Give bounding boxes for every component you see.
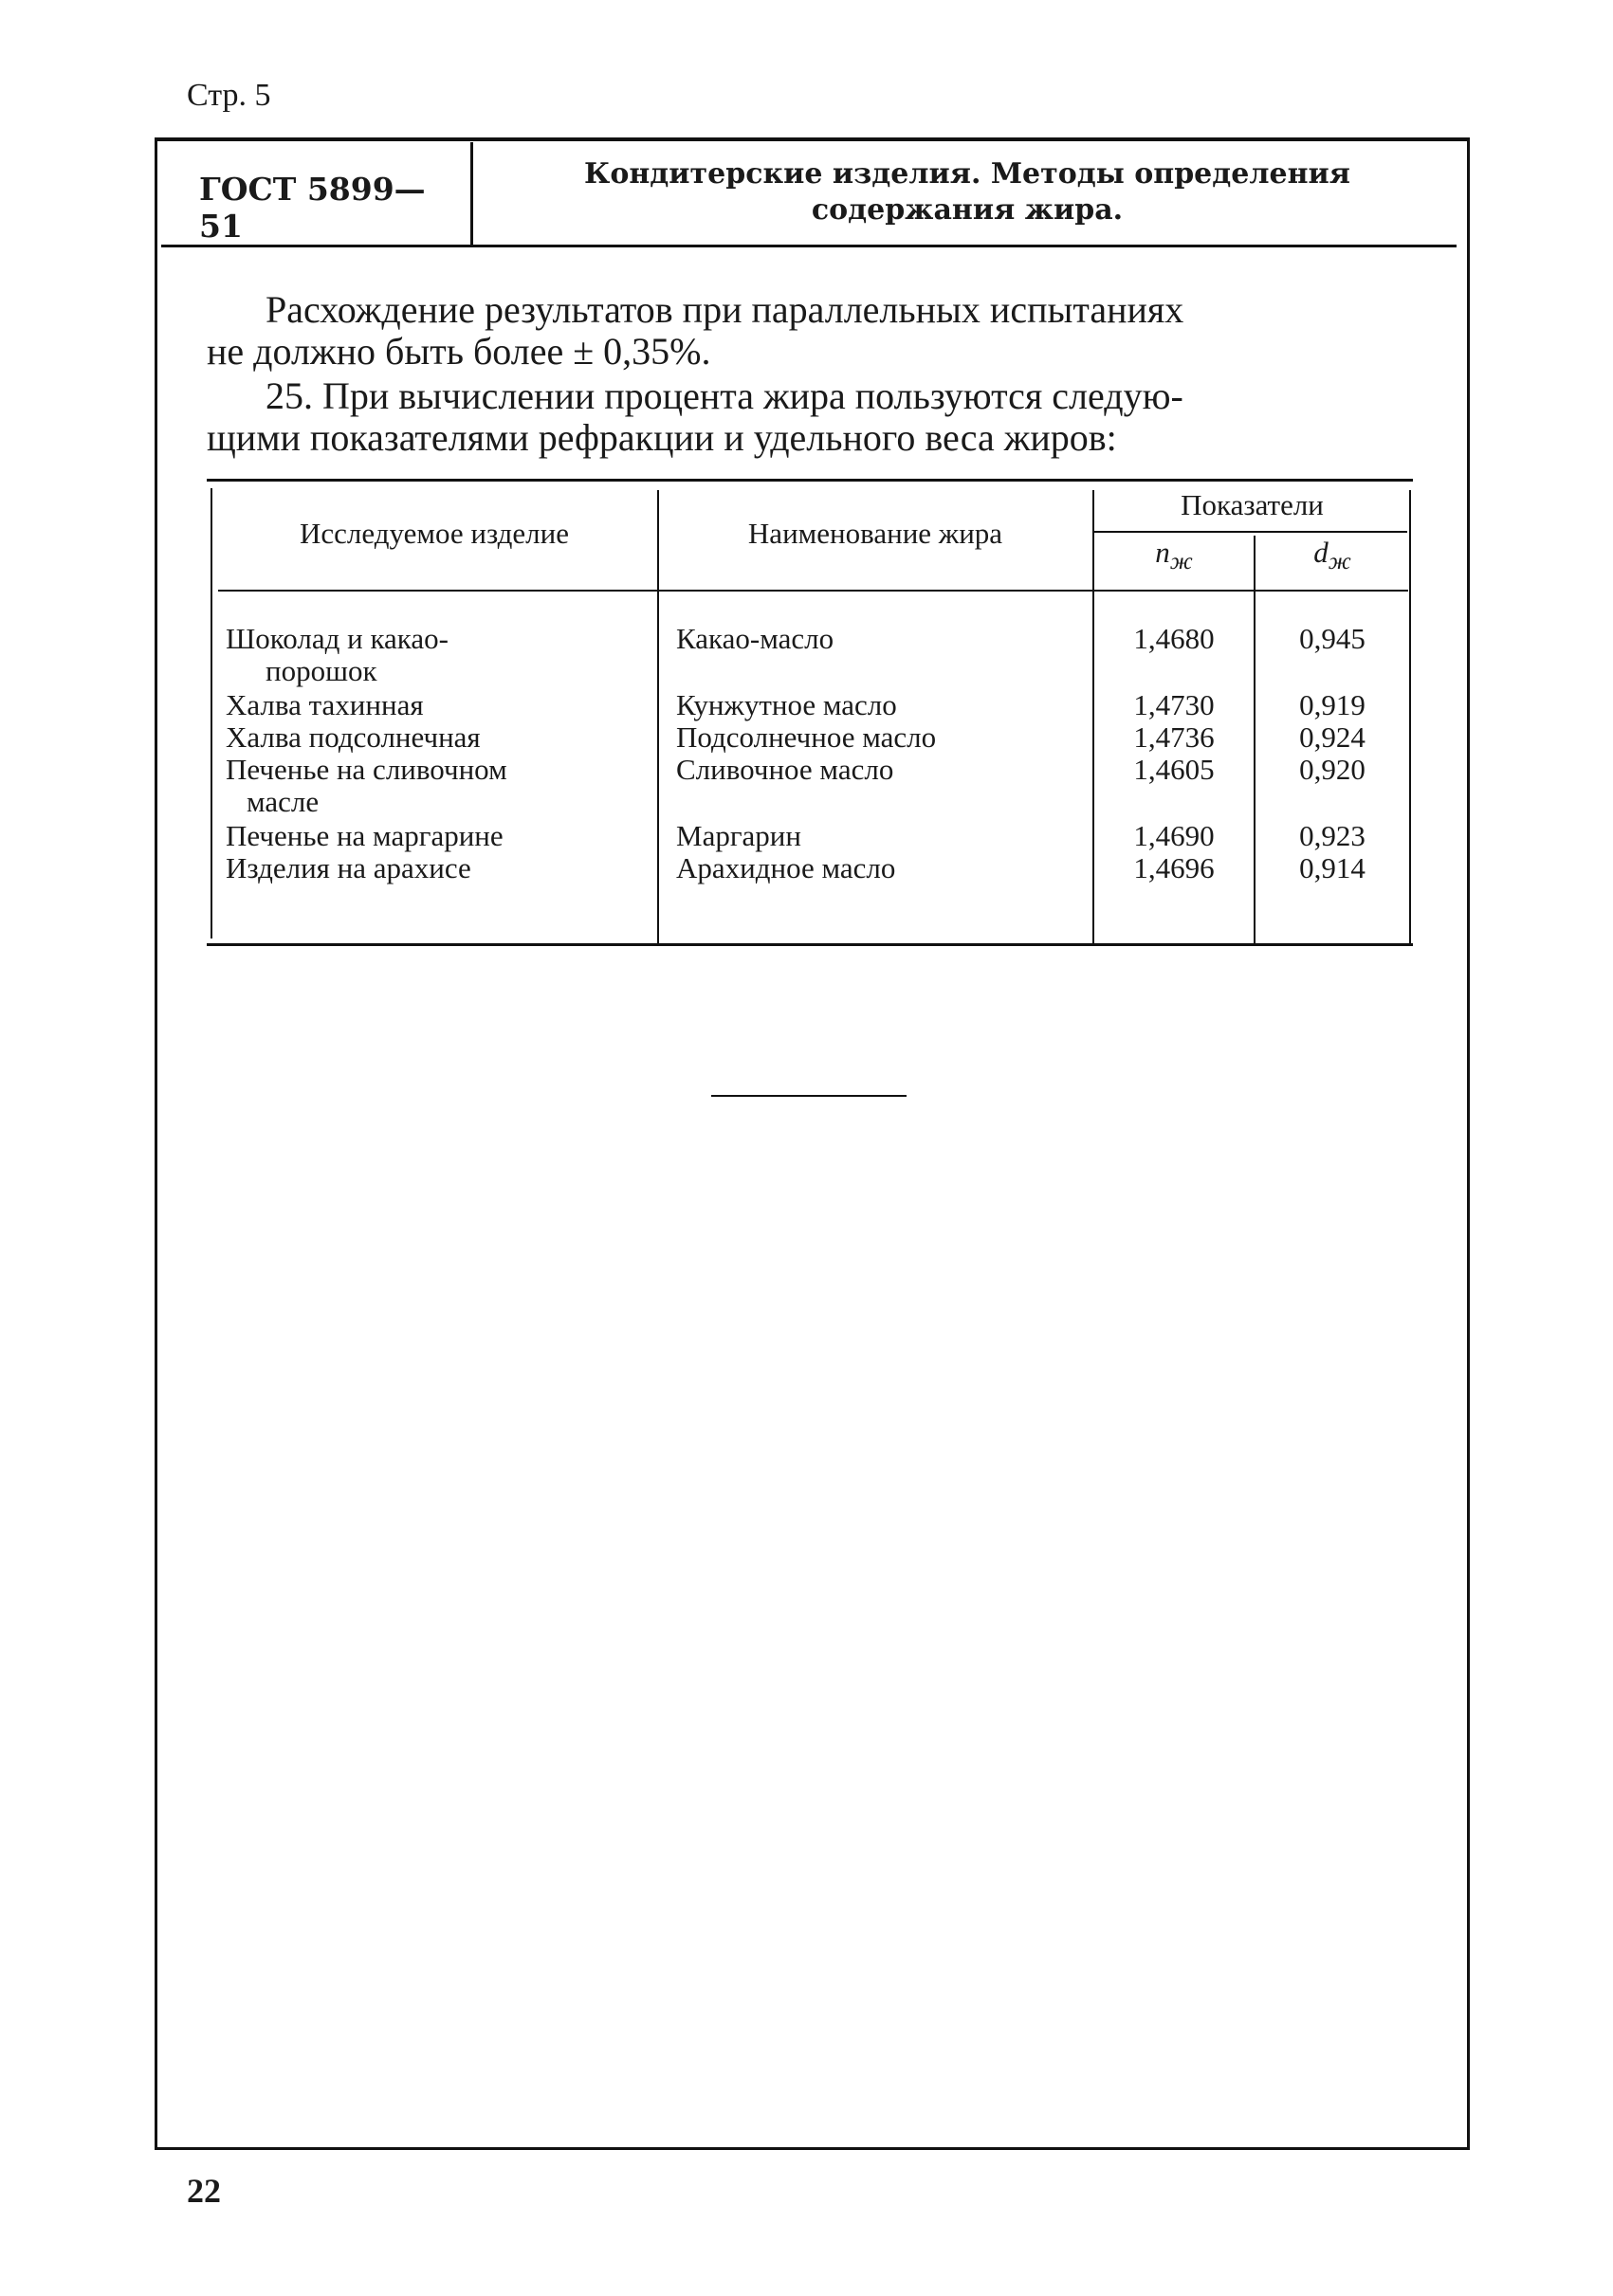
table-row-fat: Сливочное масло: [676, 753, 894, 786]
table-row-n: 1,4605: [1133, 753, 1215, 786]
frame-top-rule: [155, 137, 1470, 141]
table-row-d: 0,945: [1299, 622, 1366, 655]
col-divider-2: [1092, 490, 1094, 943]
header-d: $d_ж$: [1313, 536, 1351, 575]
page-number: 22: [187, 2172, 221, 2210]
table-row-fat: Маргарин: [676, 819, 801, 852]
table-row-product: Шоколад и какао- порошок: [226, 622, 449, 687]
paragraph-line-2: не должно быть более ± 0,35%.: [207, 330, 711, 373]
paragraph-line-1: Расхождение результатов при параллельных испытаниях: [266, 288, 1184, 331]
table-row-d: 0,920: [1299, 753, 1366, 786]
refraction-table: [207, 479, 1413, 945]
table-row-fat: Какао-масло: [676, 622, 834, 655]
standard-title: [531, 156, 1403, 228]
table-row-product: Изделия на арахисе: [226, 851, 471, 884]
header-divider-vertical: [470, 142, 473, 246]
table-row-fat: Подсолнечное масло: [676, 720, 937, 754]
table-row-d: 0,914: [1299, 851, 1366, 884]
page-label: Стр. 5: [187, 78, 271, 113]
table-row-n: 1,4736: [1133, 720, 1215, 754]
table-row-product: Халва тахинная: [226, 688, 424, 721]
table-row-fat: Кунжутное масло: [676, 688, 897, 721]
title-line-1: Кондитерские изделия. Методы определения: [584, 157, 1350, 191]
table-row-n: 1,4696: [1133, 851, 1215, 884]
standard-code: ГОСТ 5899—51: [199, 171, 426, 245]
table-header-rule: [218, 590, 1408, 592]
col-divider-1: [657, 490, 659, 943]
table-row-fat: Арахидное масло: [676, 851, 896, 884]
table-row-d: 0,919: [1299, 688, 1366, 721]
title-line-2: содержания жира.: [811, 193, 1124, 227]
col-divider-3: [1254, 536, 1256, 943]
header-product: Исследуемое изделие: [300, 517, 569, 550]
paragraph-line-3: 25. При вычислении процента жира пользуются следую-: [266, 374, 1183, 417]
indicators-subrule: [1092, 531, 1407, 533]
table-row-product: Халва подсолнечная: [226, 720, 481, 754]
header-indicators: Показатели: [1181, 488, 1324, 521]
table-right-rule: [1409, 490, 1411, 943]
header-n: $n_ж$: [1155, 536, 1193, 575]
header-fat: Наименование жира: [747, 517, 1003, 550]
table-row-n: 1,4730: [1133, 688, 1215, 721]
table-row-d: 0,924: [1299, 720, 1366, 754]
table-row-n: 1,4680: [1133, 622, 1215, 655]
table-left-rule: [211, 488, 212, 938]
table-bottom-rule: [207, 943, 1413, 946]
header-divider-horizontal: [161, 245, 1457, 247]
table-row-d: 0,923: [1299, 819, 1366, 852]
paragraph-line-4: щими показателями рефракции и удельного веса жиров:: [207, 416, 1117, 459]
table-row-product: Печенье на сливочном масле: [226, 753, 507, 818]
table-row-n: 1,4690: [1133, 819, 1215, 852]
table-top-rule: [207, 479, 1413, 482]
end-divider: [711, 1095, 907, 1097]
table-row-product: Печенье на маргарине: [226, 819, 504, 852]
